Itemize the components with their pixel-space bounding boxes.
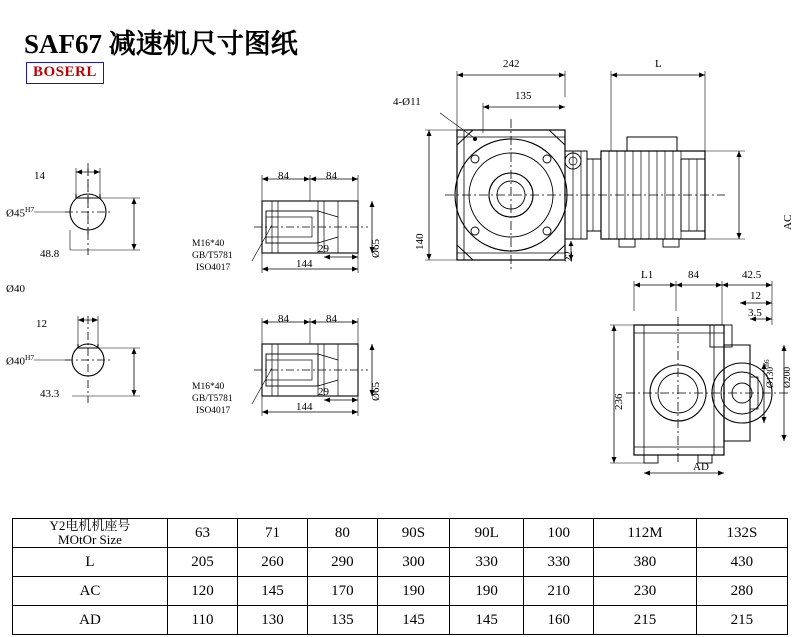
table-col-2: 80 — [307, 519, 377, 548]
table-row — [13, 548, 788, 577]
cell-AD-7: 215 — [696, 606, 787, 635]
shaft-top-note-3: ISO4017 — [196, 263, 231, 273]
shaft-top-note-2: GB/T5781 — [192, 251, 233, 261]
shaft-bottom-dia: Ø65 — [370, 382, 382, 401]
row-label-L: L — [13, 548, 168, 577]
shaft-top-note-1: M16*40 — [192, 239, 225, 249]
key-width-bottom-label: 12 — [36, 318, 47, 330]
cell-L-1: 260 — [237, 548, 307, 577]
cell-AD-6: 215 — [594, 606, 697, 635]
shaft-bottom-note-2: GB/T5781 — [192, 394, 233, 404]
cell-AD-5: 160 — [524, 606, 594, 635]
cell-L-6: 380 — [594, 548, 697, 577]
shaft-dia-top-label: $Ø45^{H7}$ — [6, 205, 35, 220]
table-col-3: 90S — [377, 519, 449, 548]
cell-AC-3: 190 — [377, 577, 449, 606]
cell-AC-1: 145 — [237, 577, 307, 606]
table-header-row — [13, 519, 788, 548]
bottom-dim-AD: AD — [693, 461, 709, 473]
main-dim-140: 140 — [414, 233, 426, 250]
cell-AD-4: 145 — [450, 606, 524, 635]
shaft-top-dim-b: 84 — [326, 170, 337, 182]
brand-logo: BOSERL — [26, 62, 104, 84]
shaft-top-dim-a: 84 — [278, 170, 289, 182]
bottom-dim-42-5: 42.5 — [742, 269, 762, 281]
bottom-dim-L1: L1 — [641, 269, 654, 281]
main-dim-AC: AC — [782, 214, 794, 230]
cell-L-0: 205 — [168, 548, 238, 577]
hollow-shaft-bottom-drawing — [250, 308, 390, 418]
table-col-0: 63 — [168, 519, 238, 548]
shaft-height-bottom-label: 43.3 — [40, 388, 60, 400]
shaft-bottom-note-1: M16*40 — [192, 382, 225, 392]
main-dim-L: L — [655, 58, 662, 70]
main-dim-135: 135 — [515, 90, 532, 102]
table-col-4: 90L — [450, 519, 524, 548]
shaft-under-label: Ø40 — [6, 283, 25, 295]
table-row — [13, 606, 788, 635]
page-title: SAF67 减速机尺寸图纸 — [24, 29, 298, 59]
cell-L-3: 300 — [377, 548, 449, 577]
main-assembly-drawing — [395, 55, 795, 295]
table-header-label — [13, 519, 168, 548]
row-label-AC: AC — [13, 577, 168, 606]
bottom-dim-84: 84 — [688, 269, 699, 281]
shaft-bottom-note-3: ISO4017 — [196, 406, 231, 416]
shaft-top-dia: Ø65 — [370, 239, 382, 258]
bottom-dim-12: 12 — [750, 290, 761, 302]
cell-L-4: 330 — [450, 548, 524, 577]
cell-AD-0: 110 — [168, 606, 238, 635]
shaft-height-top-label: 48.8 — [40, 248, 60, 260]
cell-L-5: 330 — [524, 548, 594, 577]
cell-L-2: 290 — [307, 548, 377, 577]
table-col-7: 132S — [696, 519, 787, 548]
shaft-dia-bottom-label: $Ø40^{H7}$ — [6, 353, 35, 368]
cell-AC-6: 230 — [594, 577, 697, 606]
row-label-AD: AD — [13, 606, 168, 635]
table-col-6: 112M — [594, 519, 697, 548]
bottom-dim-236: 236 — [613, 393, 625, 410]
shaft-top-dim-29: 29 — [318, 243, 329, 255]
shaft-bottom-dim-b: 84 — [326, 313, 337, 325]
key-width-top-label: 14 — [34, 170, 45, 182]
shaft-bottom-dim-29: 29 — [318, 386, 329, 398]
cell-AC-0: 120 — [168, 577, 238, 606]
cell-AC-7: 280 — [696, 577, 787, 606]
cell-AC-5: 210 — [524, 577, 594, 606]
main-hole-note: 4-Ø11 — [393, 96, 421, 108]
hollow-shaft-top-drawing — [250, 165, 390, 275]
cell-AD-2: 135 — [307, 606, 377, 635]
main-dim-22: 22 — [563, 251, 575, 262]
bottom-dim-d200: Ø200 — [783, 366, 793, 388]
cell-AC-2: 170 — [307, 577, 377, 606]
table-col-1: 71 — [237, 519, 307, 548]
shaft-bottom-dim-a: 84 — [278, 313, 289, 325]
table-header-label-line2: MOtOr Size — [58, 532, 122, 547]
shaft-top-dim-144: 144 — [296, 258, 313, 270]
shaft-bottom-dim-144: 144 — [296, 401, 313, 413]
table-row — [13, 577, 788, 606]
shaft-section-bottom-drawing — [10, 308, 170, 428]
bottom-dim-3-5: 3.5 — [748, 307, 762, 319]
cell-L-7: 430 — [696, 548, 787, 577]
cell-AD-1: 130 — [237, 606, 307, 635]
bottom-dim-d130: $Ø130^{h6}$ — [762, 359, 777, 388]
cell-AC-4: 190 — [450, 577, 524, 606]
cell-AD-3: 145 — [377, 606, 449, 635]
main-dim-242: 242 — [503, 58, 520, 70]
table-header-label-line1: Y2电机机座号 — [49, 518, 131, 534]
table-col-5: 100 — [524, 519, 594, 548]
spec-table — [12, 518, 788, 635]
